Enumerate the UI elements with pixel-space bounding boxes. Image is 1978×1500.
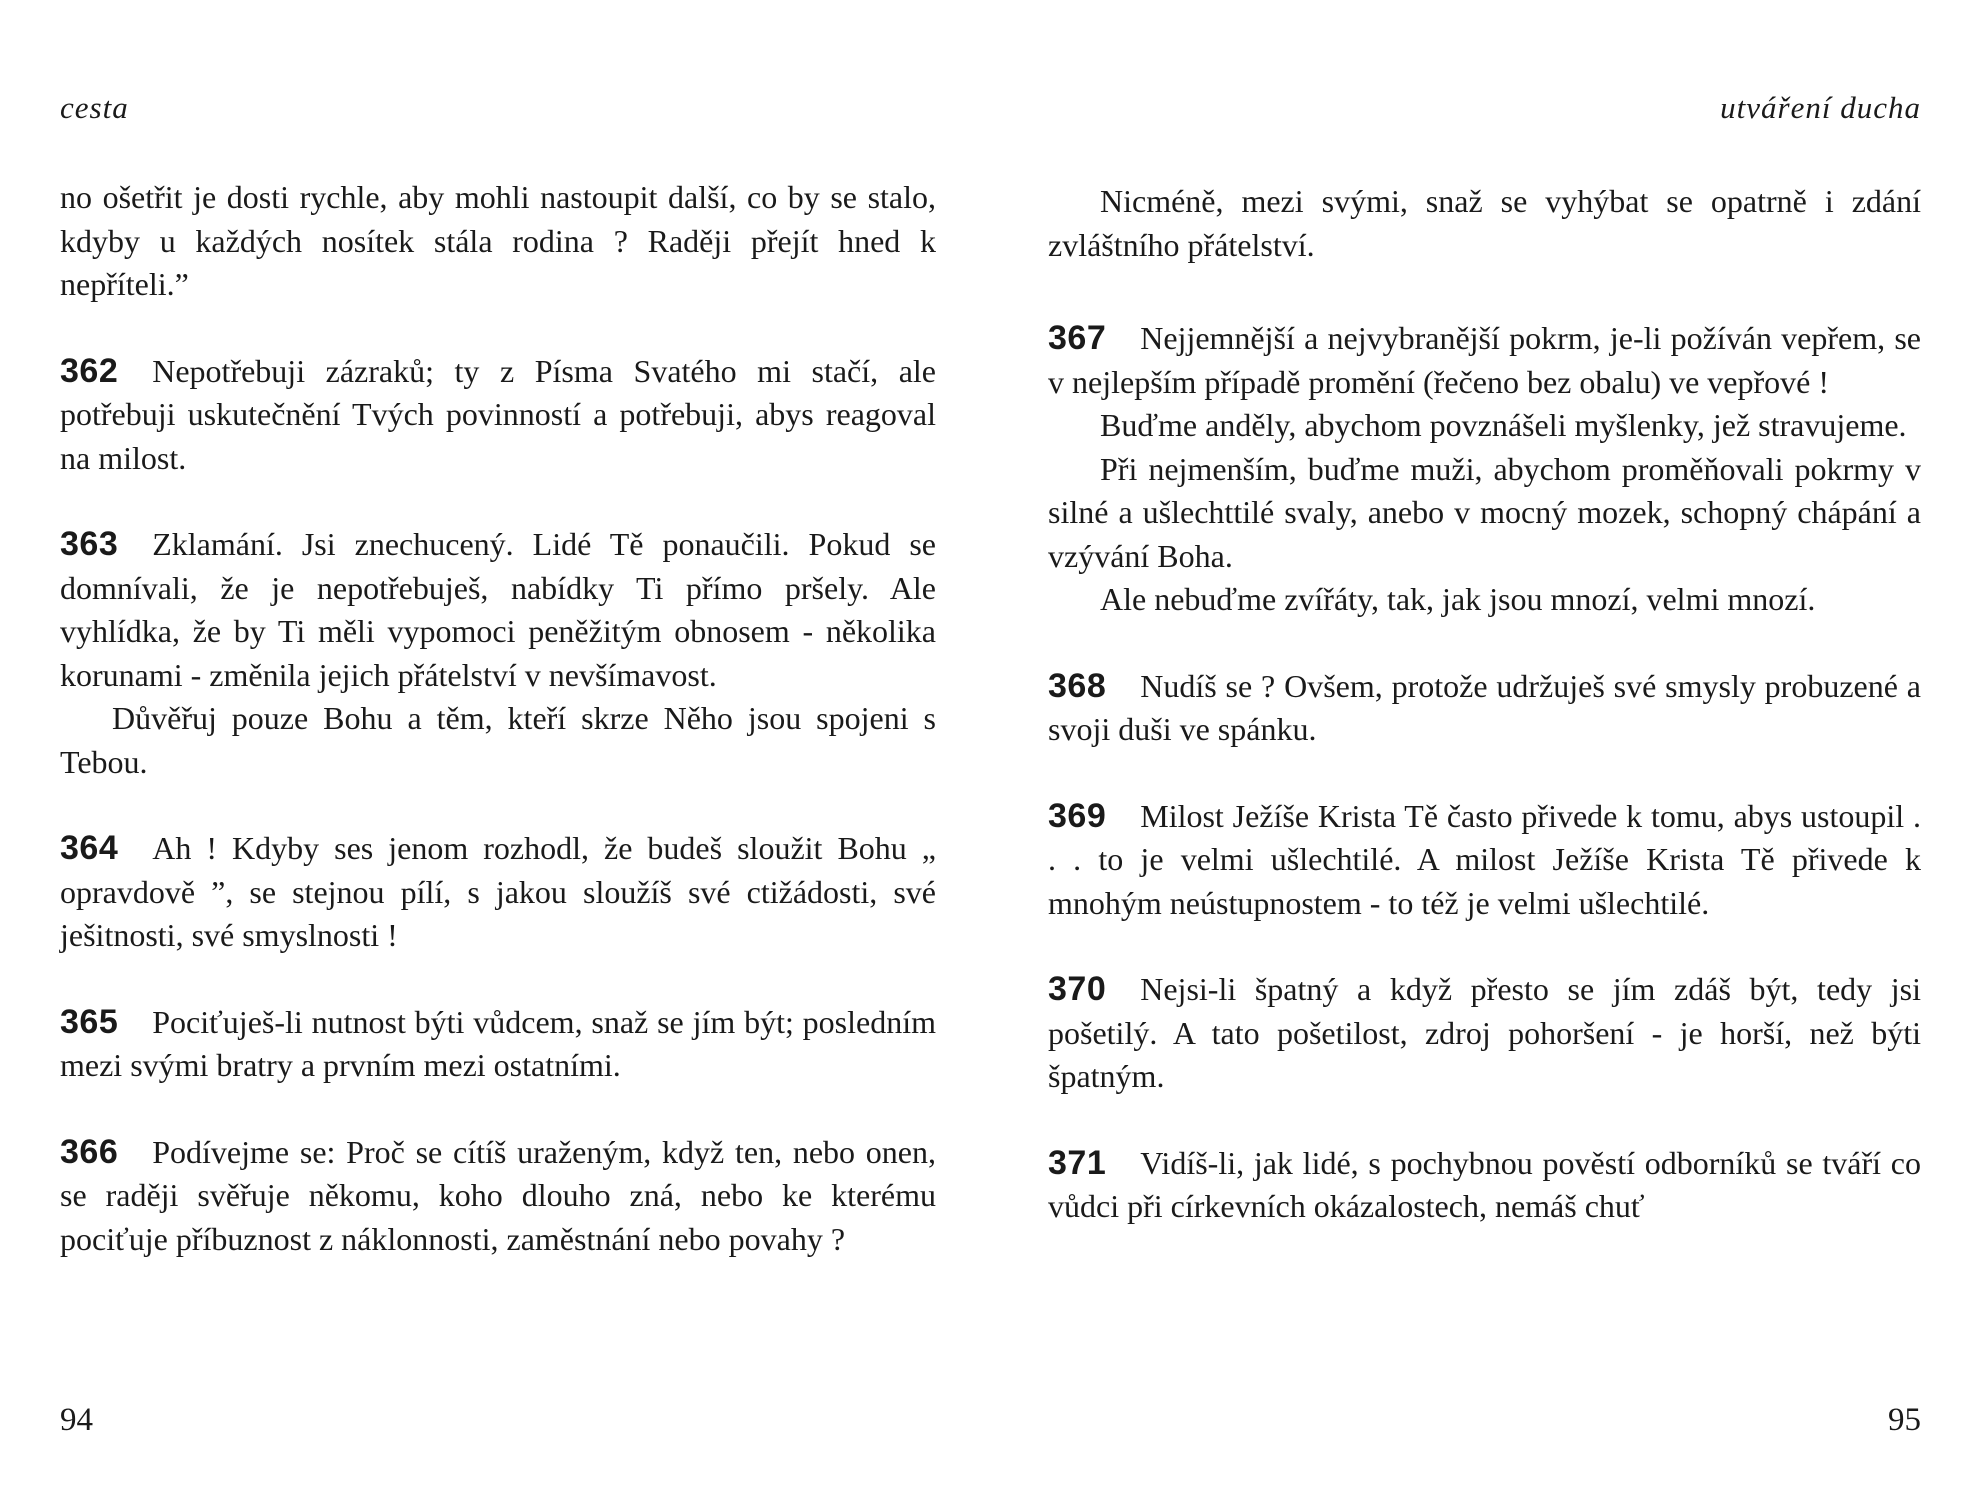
page-number-right: 95 [1888, 1402, 1921, 1438]
entry-text: Při nejmenším, buďme muži, abychom proměňovali pokrmy v silné a ušlechttilé svaly, anebo v mocný mozek, schopný chápání a vzývání Boha. [1048, 450, 1921, 574]
entry-368 [1048, 665, 1921, 752]
entry-367 [1048, 317, 1921, 622]
entry-number: 366 [60, 1132, 119, 1171]
left-page-text [60, 176, 936, 1261]
continuation-paragraph: no ošetřit je dosti rychle, aby mohli nastoupit další, co by se stalo, kdyby u každých nosítek stála rodina ? Raději přejít hned k nepříteli.” [60, 179, 936, 302]
entry-text: Nepotřebuji zázraků; ty z Písma Svatého mi stačí, ale potřebuji uskutečnění Tvých povinností a potřebuji, abys reagoval na milost. [60, 352, 936, 476]
entry-text: Zklamání. Jsi znechucený. Lidé Tě ponaučili. Pokud se domnívali, že je nepotřebuješ, nabídky Ti přímo pršely. Ale vyhlídka, že by Ti měli vypomoci peněžitým obnosem - několika korunami - změnila jejich přátelství v nevšímavost. [60, 526, 936, 693]
right-page-text [1048, 180, 1921, 1229]
entry-text: Nejjemnější a nejvybranější pokrm, je-li požíván vepřem, se v nejlepším případě promění (řečeno bez obalu) ve vepřové ! [1048, 320, 1921, 400]
entry-362 [60, 350, 936, 481]
entry-number: 362 [60, 351, 119, 390]
entry-text: Důvěřuj pouze Bohu a těm, kteří skrze Něho jsou spojeni s Tebou. [60, 700, 936, 780]
entry-text: Nudíš se ? Ovšem, protože udržuješ své smysly probuzené a svoji duši ve spánku. [1048, 667, 1921, 747]
entry-number: 367 [1048, 319, 1107, 357]
right-page [1048, 0, 1921, 1500]
entry-text: Pociťuješ-li nutnost býti vůdcem, snaž se jím být; posledním mezi svými bratry a prvním mezi ostatními. [60, 1003, 936, 1083]
entry-text: Nejsi-li špatný a když přesto se jím zdáš být, tedy jsi pošetilý. A tato pošetilost, zdroj pohoršení - je horší, než býti špatným. [1048, 971, 1921, 1094]
running-head-left: cesta [60, 90, 129, 125]
entry-371 [1048, 1142, 1921, 1229]
entry-number: 369 [1048, 796, 1107, 835]
running-head-right: utváření ducha [1720, 90, 1921, 125]
entry-text: Milost Ježíše Krista Tě často přivede k tomu, abys ustoupil . . . to je velmi ušlechtilé. A milost Ježíše Krista Tě přivede k mnohým neústupnostem - to též je velmi ušlechtilé. [1048, 797, 1921, 921]
entry-365 [60, 1001, 936, 1088]
entry-number: 365 [60, 1002, 119, 1041]
entry-number: 364 [60, 829, 119, 867]
entry-370 [1048, 968, 1921, 1099]
entry-text: Buďme anděly, abychom povznášeli myšlenky, jež stravujeme. [1100, 407, 1907, 443]
entry-text: Ale nebuďme zvířáty, tak, jak jsou mnozí, velmi mnozí. [1100, 581, 1816, 617]
entry-369 [1048, 795, 1921, 926]
entry-text: Ah ! Kdyby ses jenom rozhodl, že budeš sloužit Bohu „ opravdově ”, se stejnou pílí, s jakou sloužíš své ctižádosti, své ješitnosti, své smyslnosti ! [60, 830, 936, 953]
left-page [60, 0, 936, 1500]
entry-366 [60, 1131, 936, 1262]
entry-text: Vidíš-li, jak lidé, s pochybnou pověstí odborníků se tváří co vůdci při církevních okázalostech, nemáš chuť [1048, 1144, 1921, 1224]
continuation-paragraph: Nicméně, mezi svými, snaž se vyhýbat se opatrně i zdání zvláštního přátelství. [1048, 183, 1921, 263]
page-number-left: 94 [60, 1402, 93, 1438]
entry-number: 371 [1048, 1143, 1107, 1182]
entry-number: 368 [1048, 666, 1107, 705]
entry-364 [60, 827, 936, 958]
entry-363 [60, 523, 936, 784]
entry-number: 363 [60, 525, 119, 563]
entry-number: 370 [1048, 970, 1107, 1008]
entry-text: Podívejme se: Proč se cítíš uraženým, když ten, nebo onen, se raději svěřuje někomu, koho dlouho zná, nebo ke kterému pociťuje příbuznost z náklonnosti, zaměstnání nebo povahy ? [60, 1133, 936, 1257]
